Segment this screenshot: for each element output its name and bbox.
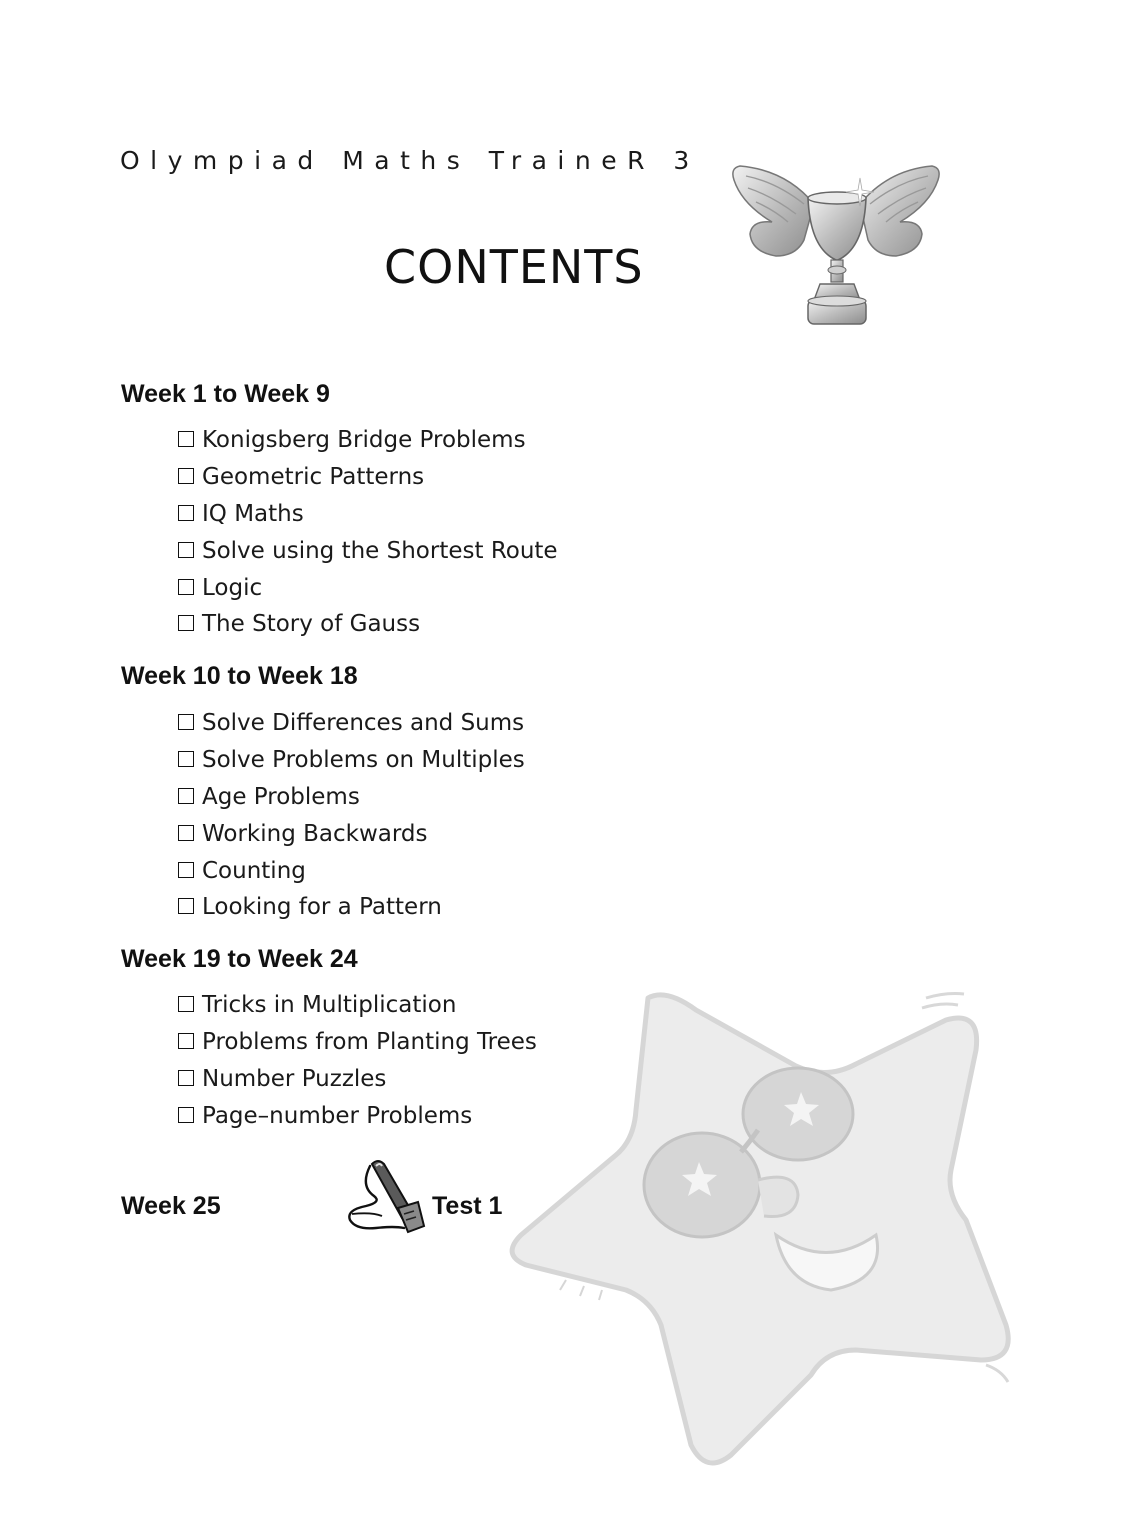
topic-label: Age Problems [202,783,360,810]
series-title: Olympiad Maths TraineR 3 [120,146,700,175]
topic-label: Solve using the Shortest Route [202,537,558,564]
list-item [178,422,558,459]
checkbox-icon [178,825,194,841]
checkbox-icon [178,1070,194,1086]
topic-label: Solve Differences and Sums [202,710,525,737]
list-item [178,569,558,606]
list-item [178,459,558,496]
topic-label: Problems from Planting Trees [202,1029,537,1056]
list-item [178,779,525,816]
topic-label: Looking for a Pattern [202,894,442,921]
section-heading-week-1-9: Week 1 to Week 9 [121,380,330,408]
page-title: CONTENTS [384,240,644,294]
list-item [178,815,525,852]
writing-pen-icon [342,1156,434,1238]
list-item [178,532,558,569]
checkbox-icon [178,579,194,595]
checkbox-icon [178,751,194,767]
checkbox-icon [178,898,194,914]
list-item [178,852,525,889]
checkbox-icon [178,468,194,484]
checkbox-icon [178,788,194,804]
checkbox-icon [178,615,194,631]
list-item [178,496,558,533]
list-item [178,606,558,643]
section-heading-week-25: Week 25 [121,1192,221,1220]
topic-label: Number Puzzles [202,1065,387,1092]
list-item [178,1097,537,1134]
list-item [178,1061,537,1098]
topic-label: The Story of Gauss [202,611,421,638]
topic-label: Counting [202,857,306,884]
checkbox-icon [178,431,194,447]
topic-label: Solve Problems on Multiples [202,747,525,774]
checkbox-icon [178,996,194,1012]
checkbox-icon [178,1107,194,1123]
star-mascot-illustration [496,980,1026,1480]
topic-label: IQ Maths [202,500,304,527]
list-item [178,1024,537,1061]
topic-label: Logic [202,574,263,601]
list-item [178,742,525,779]
checkbox-icon [178,862,194,878]
checkbox-icon [178,505,194,521]
topic-label: Tricks in Multiplication [202,992,457,1019]
topic-list-week-1-9 [178,422,558,643]
topic-label: Working Backwards [202,820,428,847]
topic-label: Page–number Problems [202,1102,473,1129]
checkbox-icon [178,542,194,558]
topic-list-week-19-24 [178,987,537,1134]
section-heading-week-10-18: Week 10 to Week 18 [121,662,358,690]
test-label: Test 1 [432,1192,503,1220]
winged-trophy-icon [726,160,948,336]
section-heading-week-19-24: Week 19 to Week 24 [121,945,358,973]
list-item [178,987,537,1024]
checkbox-icon [178,714,194,730]
topic-label: Geometric Patterns [202,464,425,491]
topic-label: Konigsberg Bridge Problems [202,427,526,454]
topic-list-week-10-18 [178,705,525,926]
checkbox-icon [178,1033,194,1049]
list-item [178,889,525,926]
list-item [178,705,525,742]
